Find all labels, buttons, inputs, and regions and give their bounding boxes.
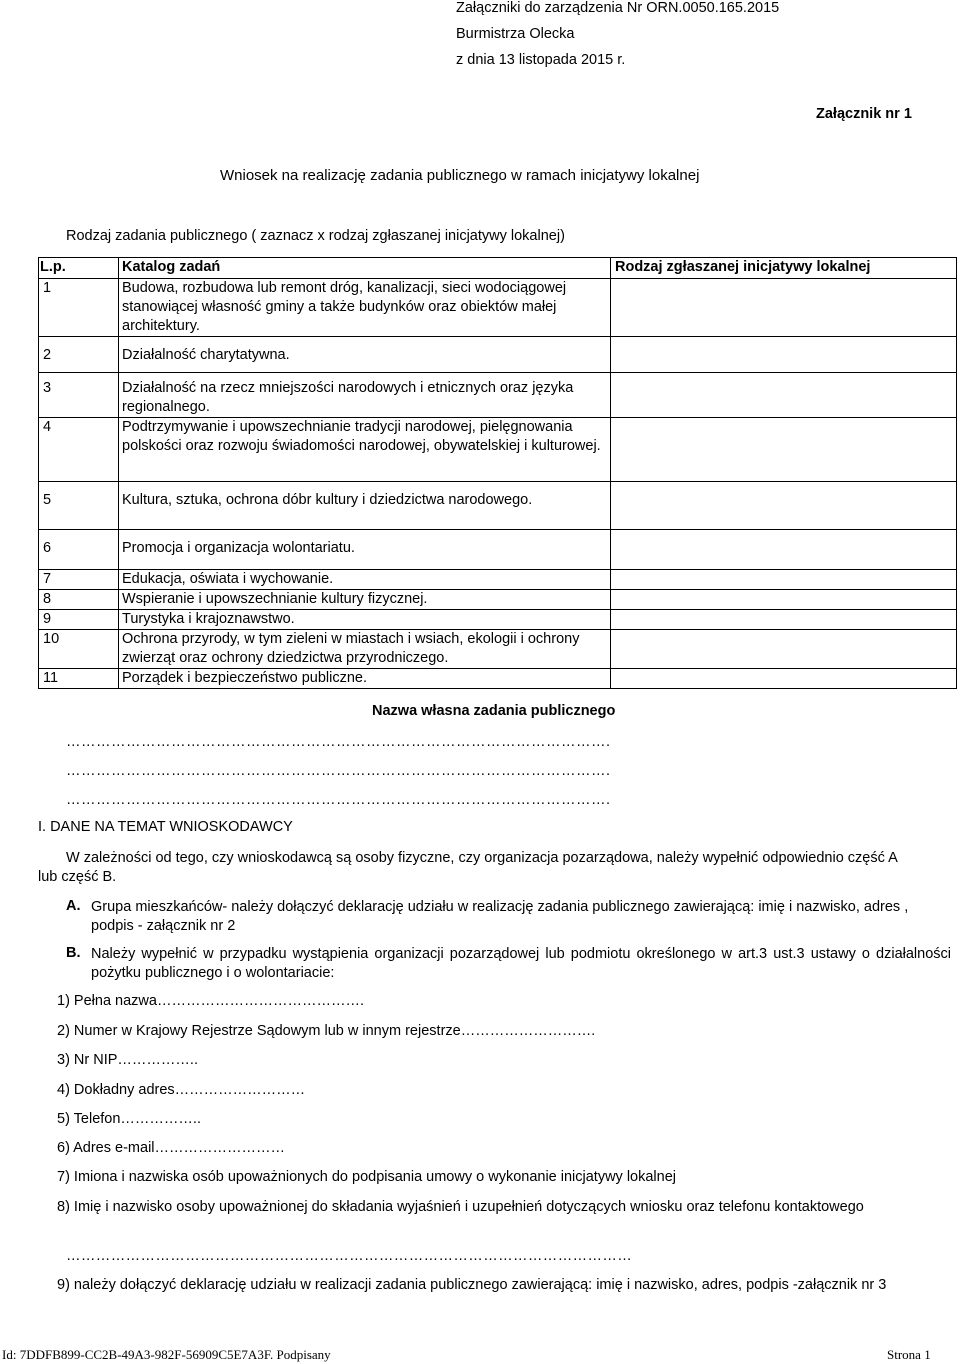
field-contact-person[interactable]: 8) Imię i nazwisko osoby upoważnionej do składania wyjaśnień i uzupełnień dotyczących wniosku oraz telefonu kontaktowego (57, 1199, 864, 1215)
table-row (39, 570, 957, 590)
row-number: 10 (39, 630, 119, 669)
field-krs-number[interactable]: 2) Numer w Krajowy Rejestrze Sądowym lub w innym rejestrze………………………. (57, 1023, 596, 1039)
row-mark-cell[interactable] (611, 530, 957, 570)
field-phone[interactable]: 5) Telefon…………….. (57, 1111, 201, 1127)
part-b-letter: B. (66, 945, 81, 961)
row-task: Działalność charytatywna. (119, 337, 611, 373)
row-mark-cell[interactable] (611, 669, 957, 689)
field-email[interactable]: 6) Adres e-mail……………………… (57, 1140, 286, 1156)
table-row (39, 669, 957, 689)
table-row (39, 418, 957, 482)
header-line-1: Załączniki do zarządzenia Nr ORN.0050.165.2015 (456, 0, 780, 16)
header-line-2: Burmistrza Olecka (456, 26, 575, 42)
row-mark-cell[interactable] (611, 590, 957, 610)
task-name-line-3[interactable]: ………………………………………………………………………………………………. (66, 792, 611, 808)
task-name-label: Nazwa własna zadania publicznego (372, 703, 616, 719)
part-b-text: Należy wypełnić w przypadku wystąpienia organizacji pozarządowej lub podmiotu określonego w art.3 ust.3 ustawy o działalności pożytku publicznego i o wolontariacie: (91, 946, 951, 981)
section-heading: I. DANE NA TEMAT WNIOSKODAWCY (38, 819, 293, 835)
row-number: 4 (39, 418, 119, 482)
header-lp: L.p. (39, 258, 119, 279)
document-title: Wniosek na realizację zadania publicznego w ramach inicjatywy lokalnej (220, 167, 700, 184)
table-row (39, 590, 957, 610)
row-task: Promocja i organizacja wolontariatu. (119, 530, 611, 570)
header-initiative-kind: Rodzaj zgłaszanej inicjatywy lokalnej (611, 258, 957, 279)
row-number: 1 (39, 279, 119, 337)
row-task: Porządek i bezpieczeństwo publiczne. (119, 669, 611, 689)
row-task: Turystyka i krajoznawstwo. (119, 610, 611, 630)
row-number: 9 (39, 610, 119, 630)
task-catalog-table (38, 257, 957, 689)
row-task: Budowa, rozbudowa lub remont dróg, kanalizacji, sieci wodociągowej stanowiącej własność gminy a także budynków oraz obiektów małej architektury. (119, 279, 611, 337)
field-full-name[interactable]: 1) Pełna nazwa……………………………………. (57, 993, 364, 1009)
part-a-letter: A. (66, 898, 81, 914)
table-row (39, 279, 957, 337)
row-number: 5 (39, 482, 119, 530)
row-number: 11 (39, 669, 119, 689)
table-header-row (39, 258, 957, 279)
row-number: 7 (39, 570, 119, 590)
part-a-text: Grupa mieszkańców- należy dołączyć deklarację udziału w realizację zadania publicznego zawierającą: imię i nazwisko, adres , podpis - załącznik nr 2 (91, 899, 909, 934)
attachment-label: Załącznik nr 1 (816, 106, 912, 122)
table-row (39, 337, 957, 373)
header-line-3: z dnia 13 listopada 2015 r. (456, 52, 626, 68)
field-address[interactable]: 4) Dokładny adres……………………… (57, 1082, 306, 1098)
row-mark-cell[interactable] (611, 418, 957, 482)
contact-person-dots[interactable]: …………………………………………………………………………………………………… (66, 1248, 633, 1264)
row-task: Działalność na rzecz mniejszości narodowych i etnicznych oraz języka regionalnego. (119, 373, 611, 418)
row-number: 8 (39, 590, 119, 610)
table-row (39, 530, 957, 570)
row-mark-cell[interactable] (611, 482, 957, 530)
row-number: 2 (39, 337, 119, 373)
task-name-line-1[interactable]: ………………………………………………………………………………………………. (66, 734, 611, 750)
row-mark-cell[interactable] (611, 337, 957, 373)
row-task: Edukacja, oświata i wychowanie. (119, 570, 611, 590)
row-number: 3 (39, 373, 119, 418)
row-mark-cell[interactable] (611, 570, 957, 590)
document-subtitle: Rodzaj zadania publicznego ( zaznacz x rodzaj zgłaszanej inicjatywy lokalnej) (66, 228, 565, 244)
row-task: Wspieranie i upowszechnianie kultury fizycznej. (119, 590, 611, 610)
row-mark-cell[interactable] (611, 630, 957, 669)
document-id-footer: Id: 7DDFB899-CC2B-49A3-982F-56909C5E7A3F. Podpisany (2, 1347, 331, 1362)
table-row (39, 482, 957, 530)
header-task-catalog: Katalog zadań (119, 258, 611, 279)
row-task: Ochrona przyrody, w tym zieleni w miastach i wsiach, ekologii i ochrony zwierząt oraz ochrony dziedzictwa przyrodniczego. (119, 630, 611, 669)
row-mark-cell[interactable] (611, 610, 957, 630)
table-row (39, 373, 957, 418)
row-task: Kultura, sztuka, ochrona dóbr kultury i dziedzictwa narodowego. (119, 482, 611, 530)
row-mark-cell[interactable] (611, 373, 957, 418)
field-authorized-persons[interactable]: 7) Imiona i nazwiska osób upoważnionych do podpisania umowy o wykonanie inicjatywy lokalnej (57, 1169, 677, 1185)
field-nip[interactable]: 3) Nr NIP…………….. (57, 1052, 198, 1068)
task-name-line-2[interactable]: ………………………………………………………………………………………………. (66, 763, 611, 779)
page-number: Strona 1 (887, 1347, 931, 1362)
row-mark-cell[interactable] (611, 279, 957, 337)
table-row (39, 610, 957, 630)
section-intro: W zależności od tego, czy wnioskodawcą są osoby fizyczne, czy organizacja pozarządowa, należy wypełnić odpowiednio część A lub część B. (38, 850, 897, 885)
row-task: Podtrzymywanie i upowszechnianie tradycji narodowej, pielęgnowania polskości oraz rozwoju świadomości narodowej, obywatelskiej i kulturowej. (119, 418, 611, 482)
table-row (39, 630, 957, 669)
row-number: 6 (39, 530, 119, 570)
declaration-note: 9) należy dołączyć deklarację udziału w realizacji zadania publicznego zawierającą: imię i nazwisko, adres, podpis -załącznik nr 3 (57, 1277, 887, 1293)
